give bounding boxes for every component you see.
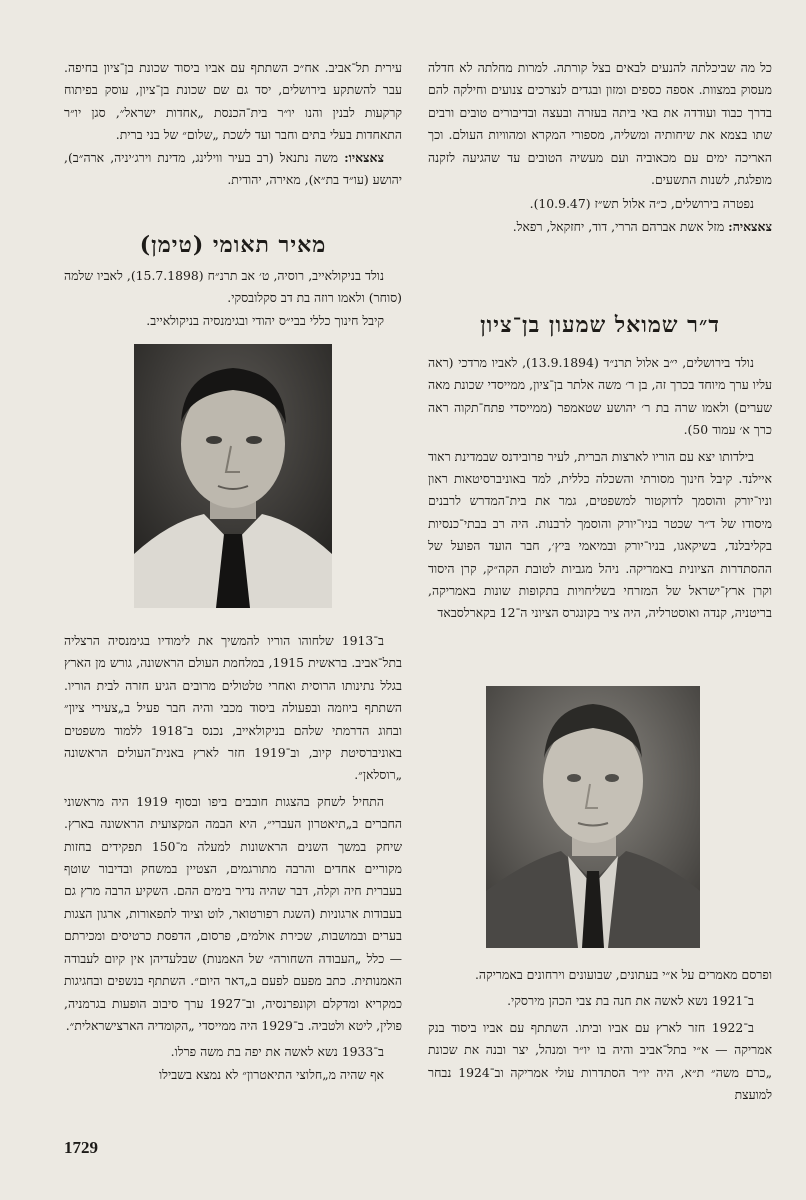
descendants-label: צאצאיה: — [728, 218, 772, 234]
portrait-photo — [486, 686, 700, 948]
bio-paragraph: בילדותו יצא עם הוריו לארצות הברית, לעיר פרובידנס שבמדינת ראוד איילנד. קיבל חינוך מסורתי והשכלה כללית, למד באוניברסיטאות ראון וניו־יורק והוסמך לדוקטור למשפטים, גמר את בית־המדרש לרבנים מיסודו של ד״ר שכטר בניו־יורק והוסמך לרבנות. היה רב בבתי־כנסיות בקליבלנד, בשיקאגו, בניו־יורק ובמיאמי בּיץ׳, חבר הועד הפועל של ההסתדרות הציונית באמריקה. ניהל מגביות לטובת הקה״ק, קרן היסוד וקרן ארץ־ישראל של המזרחי בשליחויות בתקופות שונות באמריקה, בריטניה, קנדה ואוסטרליה, היה ציר בקונגרס הציוני ה־12 בקארלסבאד — [428, 448, 772, 621]
bio-paragraph: ב־1933 נשא לאשה את יפה בת משה פרלו. — [170, 1044, 384, 1060]
bio-heading-teomi: מאיר תאומי (טימן) — [139, 232, 327, 258]
descendants-line — [428, 216, 772, 238]
left-column-bio — [64, 265, 402, 332]
right-column-top — [428, 57, 772, 238]
bio-paragraph: ב־1921 נשא לאשה את חנה בת צבי הכהן מירסקי. — [507, 993, 754, 1009]
bio-paragraph: קיבל חינוך כללי בבי״ס יהודי ובגימנסיה בניקולאייב. — [146, 312, 384, 328]
descendants-line — [64, 147, 402, 192]
bio-paragraph: ופרסם מאמרים על א״י בעתונים, שבועונים וירחונים באמריקה. — [474, 967, 772, 982]
continuation-paragraph: עירית תל־אביב. אח״כ השתתף עם אביו ביסוד שכונת בן־ציון בחיפה. עבר להשתקע בירושלים, יסד גם שם שכונת בן־ציון, עוסק בפיתוח קרקעות לבנין והנו יו״ר בית־הכנסת „אחדות ישראל״, סגן יו״ר התאחדות בעלי בתים וחבר ועד לשכת „שלום״ של בני ברית. — [64, 60, 402, 143]
left-column-bottom — [64, 630, 402, 1086]
bio-paragraph: ב־1922 חזר לארץ עם אביו וביתו. השתתף עם אביו ביסוד בנק אמריקה — א״י בתל־אביב והיה בו יו״ר ומנהל, יצר ובנה את שכונת „כרם משה״ ת״א, היה יו״ר הסתדרות עולי אמריקה וב־1924 נבחר למועצת — [428, 1019, 773, 1103]
bio-paragraph: נולד בירושלים, י״ב אלול תרנ״ד (13.9.1894), לאביו מרדכי (ראה עליו ערך מיוחד בכרך זה, בן ר׳ משה אלתר בן־ציון, ממייסדי שכונת מאה שערים) ולאמו שרה בת ר׳ יהושע שטאמפר (ממייסדי פתח־תקוה ראה כרך א׳ עמוד 50). — [428, 355, 772, 438]
left-column-top — [64, 57, 402, 191]
right-column-bottom — [428, 964, 772, 1106]
death-line: נפטרה בירושלים, כ״ה אלול תש״ז (10.9.47). — [529, 196, 754, 212]
bio-paragraph: ב־1913 שלחוהו הוריו להמשיך את לימודיו בגימנסיה הרצליה בתל־אביב. בראשית 1915, במלחמת העולם הראשונה, גורש מן הארץ בגלל נתינותו הרוסית ואחרי טלטולים מרובים הגיע חזרה לבית הוריו. השתתף ביוזמה ובפעולה ביסוד מכבי והיה חבר פעיל ב„צעירי ציון״ ובחוג הדרמתי שלהם בניקולאייב, נכנס ב־1918 ללמוד משפטים באוניברסיטת קיוב, וב־1919 חזר לארץ באנית־העולים הראשונה „רוסלאן״. — [64, 633, 402, 783]
bio-paragraph: התחיל לשחק בהצגות חובבים ביפו ובסוף 1919 היה מראשוני החברים ב„תיאטרון העברי״, היא הבמה המקצועית הראשונה בארץ. שיחק במשך השנים הראשונות למעלה מ־150 תפקידים בחזות מקוריים אחדים והרבה מתורגמים, הצטיין במשחק ובדיבור שוטף בעברית חיה וקלה, דבר שהיה נדיר בימים ההם. השקיע הרבה מרץ גם בעבודות ארגוניות (השגת רפורטואר, לוט וציוד לתפאורות, ארגון הצגות בערים ובמושבות, שכירת אולמים, פרסום, הדפסת כרטיסים ומכירתם — כלל „העבודה השחורה״ של האמנות) שבלעדיהן אין קיום לעבודה האמנותית. כתב מפעם לפעם ב„דאר היום״. השתתף בנשפים ובחגיגות כמקריא ומדקלם וקונפרנסיה, וב־1927 ערך סיבוב הופעות בגרמניה, פולין, ליטא ולטביה. ב־1929 היה ממייסדי „הקומדיה הארצישראלית״. — [64, 793, 403, 1033]
descendants-text: משה נתנאל (רב בעיר ווילינג, מדינת וירג׳יניה, ארה״ב), יהושע (עו״ד בת״א), מאירה, יהודית. — [64, 149, 402, 188]
bio-paragraph: אף שהיה מ„חלוצי התיאטרון״ לא נמצא בשבילו — [158, 1066, 384, 1082]
continuation-paragraph: כל מה שביכלתה להנעים לבאים בצל קורתה. למרות מחלתה לא חדלה מעסוק במצוות. אספה כספים ומזון ובגדים לנצרכים צנועים וחילקה להם בדרך כבוד ועודדה את באי ביתה בעזרה ובעצה ובדיבורים טובים ורבים שתו בצמא את שיחותיה ומשליה, מספורי המקרא ומהוויות העולם. וכך האריכה ימים עם מכאוביה ועם מעשיה הטובים עד שהגיעה לזקנה מופלגת, לשנות התשעים. — [428, 60, 772, 188]
right-column-bio — [428, 352, 772, 625]
descendants-text: מזל אשת אברהם הררי, דוד, יחזקאל, רפאל. — [512, 218, 725, 234]
portrait-photo — [134, 344, 332, 608]
descendants-label: צאצאיו: — [344, 149, 384, 165]
bio-heading-benzion: ד״ר שמואל שמעון בן־ציון — [480, 312, 720, 338]
page-number: 1729 — [64, 1138, 98, 1157]
bio-paragraph: נולד בניקולאייב, רוסיה, ט׳ אב תרנ״ח (15.7.1898), לאביו שלמה (סוחר) ולאמו רוזה בת דב סקלובסקי. — [64, 268, 402, 306]
